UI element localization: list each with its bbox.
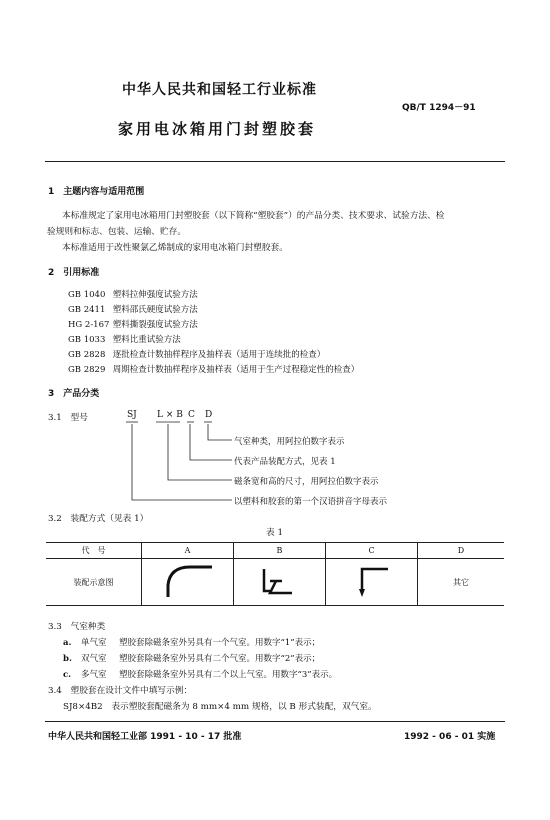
reference-code: GB 2829 <box>68 365 106 375</box>
reference-title: 逐批检查计数抽样程序及抽样表（适用于连续批的检查） <box>112 350 326 360</box>
chamber-item-name: 双气室 <box>81 654 107 664</box>
chamber-item-key: c. <box>63 670 72 680</box>
footer-rule <box>45 721 505 722</box>
assembly-diagram-c <box>342 561 402 601</box>
model-label: 3.1 型号 <box>48 413 88 423</box>
diagram-a-cell <box>142 559 234 606</box>
model-note-magnet-size: 磁条宽和高的尺寸，用阿拉伯数字表示 <box>234 477 379 487</box>
table-header-cell: A <box>142 543 234 559</box>
model-part-lxb: L × B <box>157 410 183 420</box>
model-note-material: 以塑料和胶套的第一个汉语拼音字母表示 <box>234 497 388 507</box>
chamber-item-key: b. <box>63 654 72 664</box>
reference-code: HG 2-167 <box>68 320 110 330</box>
standard-number: QB/T 1294－91 <box>402 103 476 113</box>
approval-text: 中华人民共和国轻工业部 1991 - 10 - 17 批准 <box>48 732 242 742</box>
model-part-c: C <box>188 410 195 420</box>
assembly-label: 3.2 装配方式（见表 1） <box>48 514 149 524</box>
assembly-diagram-a <box>158 561 218 601</box>
reference-code: GB 1040 <box>68 290 106 300</box>
chamber-item <box>63 652 320 664</box>
chamber-item-name: 单气室 <box>81 638 107 648</box>
assembly-table <box>46 542 504 606</box>
example-text: SJ8×4B2 表示塑胶套配磁条为 8 mm×4 mm 规格，以 B 形式装配，双气室。 <box>63 702 377 712</box>
org-title: 中华人民共和国轻工行业标准 <box>122 82 317 98</box>
diagram-c-cell <box>326 559 418 606</box>
table-header-cell: C <box>326 543 418 559</box>
table-header-cell: 代 号 <box>46 543 142 559</box>
table-title: 表 1 <box>266 528 283 538</box>
section-2-heading: 2 引用标准 <box>48 268 100 278</box>
reference-code: GB 2411 <box>68 305 106 315</box>
model-note-assembly: 代表产品装配方式，见表 1 <box>234 457 336 467</box>
chamber-item-desc: 塑胶套除磁条室外另具有二个气室。用数字“2”表示； <box>119 654 321 664</box>
chamber-item <box>63 668 337 680</box>
chamber-item-desc: 塑胶套除磁条室外另具有二个以上气室。用数字“3”表示。 <box>119 670 338 680</box>
document-title: 家用电冰箱用门封塑胶套 <box>118 120 317 138</box>
section-1-para-1-line-1: 本标准规定了家用电冰箱用门封塑胶套（以下简称“塑胶套”）的产品分类、技术要求、试验方法、检 <box>62 211 445 221</box>
reference-title: 周期检查计数抽样程序及抽样表（适用于生产过程稳定性的检查） <box>112 365 360 375</box>
table-other-cell: 其它 <box>418 559 505 606</box>
chamber-item-desc: 塑胶套除磁条室外另具有一个气室。用数字“1”表示； <box>119 638 321 648</box>
chamber-label: 3.3 气室种类 <box>48 622 106 632</box>
chamber-item-name: 多气室 <box>81 670 107 680</box>
chamber-item-key: a. <box>63 638 72 648</box>
reference-title: 塑料邵氏硬度试验方法 <box>112 305 198 315</box>
reference-code: GB 2828 <box>68 350 106 360</box>
model-note-chamber: 气室种类，用阿拉伯数字表示 <box>234 437 345 447</box>
table-row-label: 装配示意图 <box>46 559 142 606</box>
section-3-heading: 3 产品分类 <box>48 389 100 399</box>
table-header-row <box>46 543 504 559</box>
section-1-para-2: 本标准适用于改性聚氯乙烯制成的家用电冰箱门封塑胶套。 <box>62 243 288 253</box>
diagram-b-cell <box>234 559 326 606</box>
example-label: 3.4 塑胶套在设计文件中填写示例： <box>48 686 193 696</box>
table-header-cell: B <box>234 543 326 559</box>
model-part-sj: SJ <box>127 410 137 420</box>
effective-date: 1992 - 06 - 01 实施 <box>404 732 496 742</box>
assembly-diagram-b <box>250 561 310 601</box>
section-1-para-1-line-2: 验规则和标志、包装、运输、贮存。 <box>47 227 186 237</box>
section-1-heading: 1 主题内容与适用范围 <box>48 187 145 197</box>
reference-title: 塑料撕裂强度试验方法 <box>112 320 198 330</box>
reference-title: 塑料拉伸强度试验方法 <box>112 290 198 300</box>
chamber-item <box>63 636 320 648</box>
table-row <box>46 559 504 606</box>
model-part-d: D <box>205 410 213 420</box>
table-header-cell: D <box>418 543 505 559</box>
reference-title: 塑料比重试验方法 <box>112 335 181 345</box>
reference-code: GB 1033 <box>68 335 106 345</box>
